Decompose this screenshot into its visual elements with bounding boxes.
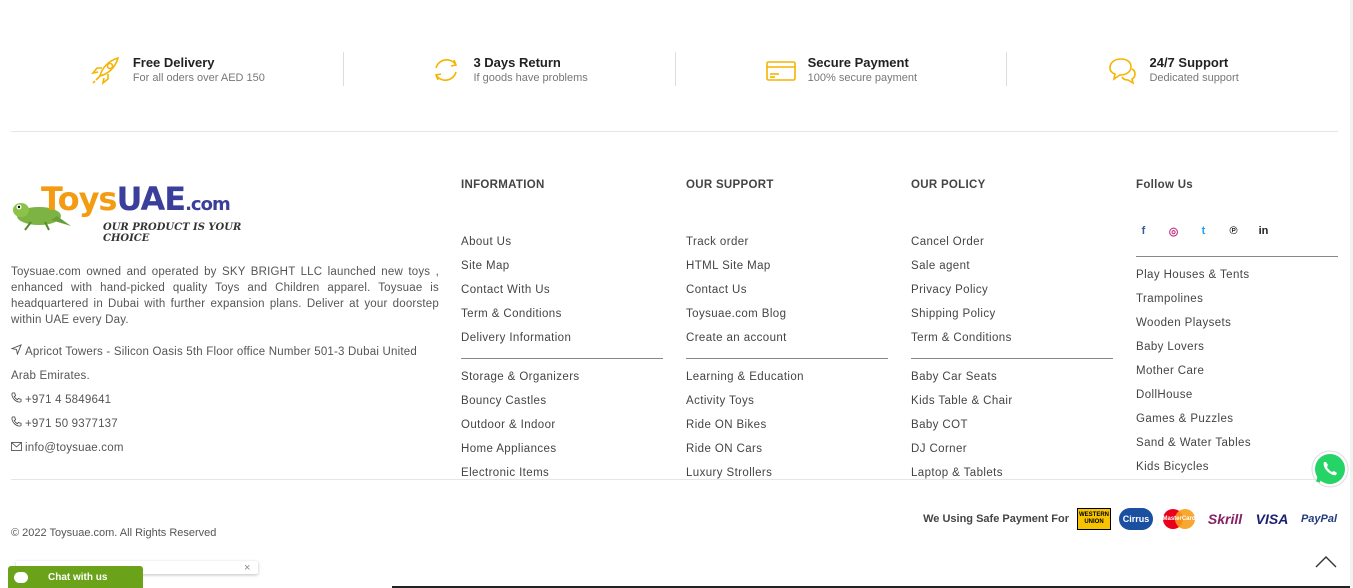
twitter-icon[interactable]: t (1201, 225, 1206, 237)
address (11, 340, 439, 388)
phone-icon (11, 388, 25, 412)
category-link[interactable]: Baby Lovers (1136, 341, 1205, 353)
chat-with-us-button[interactable] (8, 566, 143, 588)
linkedin-icon[interactable]: in (1258, 225, 1269, 237)
feature-subtitle: Dedicated support (1149, 72, 1239, 84)
phone-text: +971 50 9377137 (25, 418, 118, 430)
paypal-logo: PayPal (1300, 513, 1338, 525)
divider (11, 479, 1338, 480)
feature-title: Free Delivery (132, 55, 215, 70)
email-link[interactable] (11, 436, 439, 460)
category-link[interactable]: Laptop & Tablets (911, 467, 1003, 479)
category-link[interactable]: DJ Corner (911, 443, 968, 455)
feature-title: Secure Payment (807, 55, 909, 70)
cirrus-logo: Cirrus (1119, 508, 1153, 530)
phone-icon (11, 412, 25, 436)
divider (911, 358, 1113, 359)
category-link[interactable]: Outdoor & Indoor (461, 419, 556, 431)
feature-free-delivery (11, 40, 343, 100)
policy-column (911, 180, 1113, 485)
whatsapp-icon[interactable] (1310, 449, 1350, 489)
instagram-icon[interactable]: ◎ (1168, 225, 1179, 238)
envelope-icon (11, 436, 25, 460)
footer-link[interactable]: Contact With Us (461, 284, 551, 296)
refresh-icon (429, 53, 463, 87)
credit-card-icon (764, 53, 798, 87)
column-heading: INFORMATION (461, 179, 545, 191)
footer-link[interactable]: Track order (686, 236, 749, 248)
category-link[interactable]: Games & Puzzles (1136, 413, 1234, 425)
footer-link[interactable]: Privacy Policy (911, 284, 989, 296)
support-column (686, 180, 888, 485)
footer-link[interactable]: Sale agent (911, 260, 970, 272)
column-heading: Follow Us (1136, 179, 1194, 191)
category-link[interactable]: Play Houses & Tents (1136, 269, 1250, 281)
feature-title: 3 Days Return (473, 55, 561, 70)
category-link[interactable]: DollHouse (1136, 389, 1193, 401)
copyright-text: © 2022 Toysuae.com. All Rights Reserved (11, 527, 217, 539)
brand-column (11, 180, 439, 460)
close-icon[interactable]: × (244, 562, 251, 574)
address-text: Apricot Towers - Silicon Oasis 5th Floor office Number 501-3 Dubai United Arab Emirates. (11, 346, 417, 382)
divider (11, 131, 1338, 132)
facebook-icon[interactable]: f (1141, 225, 1146, 237)
features-strip (11, 40, 1338, 100)
category-link[interactable]: Ride ON Cars (686, 443, 763, 455)
category-link[interactable]: Sand & Water Tables (1136, 437, 1251, 449)
footer-link[interactable]: Toysuae.com Blog (686, 308, 787, 320)
payment-label: We Using Safe Payment For (923, 513, 1069, 525)
category-link[interactable]: Mother Care (1136, 365, 1205, 377)
feature-subtitle: For all oders over AED 150 (132, 72, 265, 84)
footer-link[interactable]: Term & Conditions (911, 332, 1012, 344)
chat-bubbles-icon (1105, 53, 1139, 87)
column-heading: OUR POLICY (911, 179, 986, 191)
rocket-icon (89, 53, 123, 87)
footer-link[interactable]: Contact Us (686, 284, 747, 296)
feature-subtitle: If goods have problems (473, 72, 588, 84)
footer-link[interactable]: HTML Site Map (686, 260, 771, 272)
footer-link[interactable]: Cancel Order (911, 236, 985, 248)
category-link[interactable]: Luxury Strollers (686, 467, 773, 479)
information-column (461, 180, 663, 485)
footer-link[interactable]: Delivery Information (461, 332, 572, 344)
footer-link[interactable]: Create an account (686, 332, 787, 344)
feature-subtitle: 100% secure payment (807, 72, 918, 84)
chat-label: Chat with us (48, 571, 108, 583)
category-link[interactable]: Trampolines (1136, 293, 1204, 305)
location-arrow-icon (11, 340, 25, 364)
chat-bubble-icon (14, 572, 28, 583)
visa-logo: VISA (1255, 511, 1289, 527)
category-link[interactable]: Baby Car Seats (911, 371, 998, 383)
footer-link[interactable]: About Us (461, 236, 512, 248)
about-text: Toysuae.com owned and operated by SKY BRIGHT LLC launched new toys , enhanced with hand-picked quality Toys and Children apparel. Toysuae is headquartered in Dubai with further expansion plans. Deliver at your doorstep within UAE every Day. (11, 266, 439, 326)
category-link[interactable]: Activity Toys (686, 395, 755, 407)
email-text: info@toysuae.com (25, 442, 124, 454)
divider (461, 358, 663, 359)
site-logo[interactable] (11, 180, 261, 244)
logo-tagline: OUR PRODUCT IS YOUR CHOICE (103, 222, 242, 244)
phone-text: +971 4 5849641 (25, 394, 112, 406)
pinterest-icon[interactable]: ℗ (1229, 225, 1238, 237)
payment-methods (923, 508, 1339, 530)
feature-return (343, 40, 675, 100)
phone-1[interactable] (11, 388, 439, 412)
social-links (1136, 218, 1338, 244)
logo-wordmark: ToysUAE.com (41, 180, 230, 218)
category-link[interactable]: Kids Table & Chair (911, 395, 1013, 407)
category-link[interactable]: Home Appliances (461, 443, 557, 455)
feature-title: 24/7 Support (1149, 55, 1229, 70)
category-link[interactable]: Storage & Organizers (461, 371, 580, 383)
category-link[interactable]: Wooden Playsets (1136, 317, 1232, 329)
footer-link[interactable]: Shipping Policy (911, 308, 996, 320)
follow-column (1136, 180, 1338, 479)
chevron-up-icon (1312, 548, 1340, 576)
category-link[interactable]: Ride ON Bikes (686, 419, 767, 431)
category-link[interactable]: Kids Bicycles (1136, 461, 1209, 473)
footer-link[interactable]: Term & Conditions (461, 308, 562, 320)
footer-link[interactable]: Site Map (461, 260, 510, 272)
feature-support (1006, 40, 1338, 100)
category-link[interactable]: Bouncy Castles (461, 395, 547, 407)
scroll-to-top-button[interactable] (1312, 548, 1340, 576)
phone-2[interactable] (11, 412, 439, 436)
column-heading: OUR SUPPORT (686, 179, 774, 191)
category-link[interactable]: Baby COT (911, 419, 968, 431)
divider (1136, 256, 1338, 257)
feature-secure-payment (675, 40, 1007, 100)
skrill-logo: Skrill (1207, 511, 1243, 527)
category-link[interactable]: Learning & Education (686, 371, 804, 383)
category-link[interactable]: Electronic Items (461, 467, 550, 479)
divider (686, 358, 888, 359)
mastercard-logo: MasterCard (1161, 508, 1197, 530)
western-union-logo: WESTERN UNION (1077, 508, 1111, 530)
